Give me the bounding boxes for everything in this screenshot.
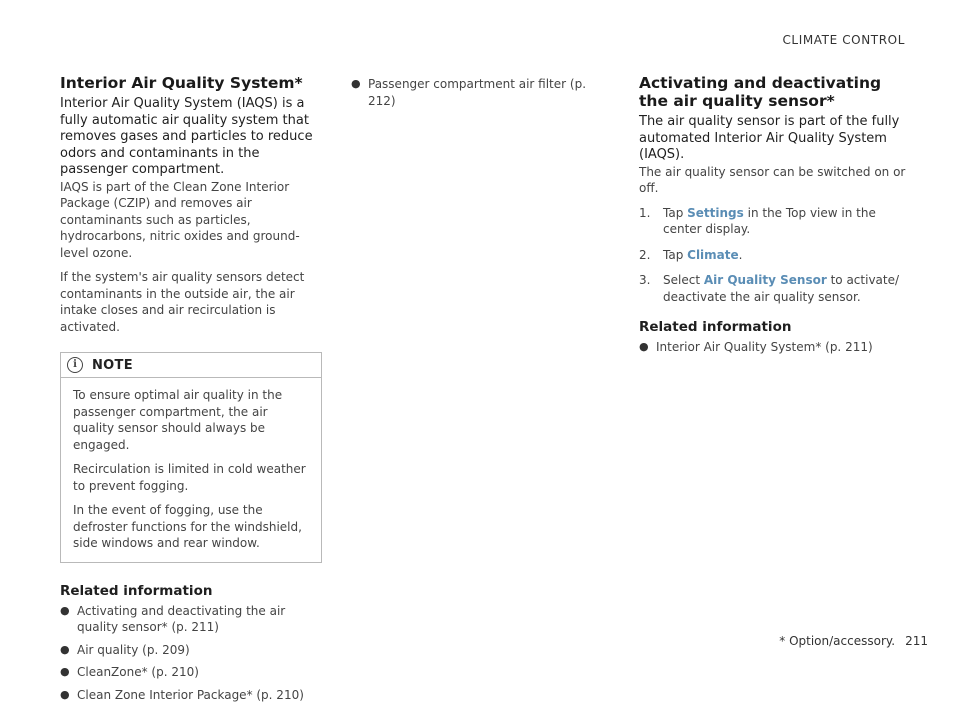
related-link[interactable]: ● Air quality (p. 209) — [60, 642, 190, 657]
body-paragraph: The air quality sensor can be switched on or off. — [639, 164, 906, 195]
section-title: Activating and deactivating the air quality sensor* — [639, 74, 882, 110]
section-header: CLIMATE CONTROL — [782, 33, 905, 47]
related-link[interactable]: ● Activating and deactivating the air quality sensor* (p. 211) — [60, 603, 286, 634]
air-quality-sensor-link[interactable]: Air Quality Sensor — [703, 273, 827, 287]
page-number: 211 — [905, 634, 928, 648]
steps-list — [639, 205, 907, 306]
note-paragraph: In the event of fogging, use the defroster functions for the windshield, side windows and rear window. — [73, 503, 302, 550]
info-icon: i — [67, 357, 83, 373]
bullet-icon: ● — [639, 340, 649, 353]
related-info-title: Related information — [60, 582, 213, 599]
bullet-icon: ● — [60, 603, 70, 617]
note-header — [61, 353, 321, 378]
step-item: 1. Tap Settings in the Top view in the center display. — [639, 205, 876, 236]
related-link[interactable]: ● CleanZone* (p. 210) — [60, 665, 199, 679]
page-footer — [779, 634, 928, 648]
related-info-title: Related information — [639, 319, 792, 335]
related-link[interactable]: ● Clean Zone Interior Package* (p. 210) — [60, 687, 304, 702]
related-list-continued — [351, 76, 613, 109]
related-list — [60, 603, 322, 704]
body-paragraph: If the system's air quality sensors detect contaminants in the outside air, the air intake closes and air recirculation is activated. — [60, 270, 305, 334]
middle-column — [351, 74, 613, 115]
intro-text: The air quality sensor is part of the fully automated Interior Air Quality System (IAQS). — [639, 114, 900, 162]
note-paragraph: To ensure optimal air quality in the passenger compartment, the air quality sensor should always be engaged. — [73, 388, 283, 452]
note-paragraph: Recirculation is limited in cold weather to prevent fogging. — [73, 462, 306, 493]
note-box — [60, 352, 322, 563]
note-body — [61, 378, 321, 562]
note-title: NOTE — [92, 357, 133, 373]
body-paragraph: IAQS is part of the Clean Zone Interior Package (CZIP) and removes air contaminants such as particles, hydrocarbons, nitric oxides and ground-level ozone. — [60, 179, 300, 260]
bullet-icon: ● — [60, 665, 70, 678]
bullet-icon: ● — [60, 687, 70, 701]
settings-link[interactable]: Settings — [687, 205, 744, 220]
climate-link[interactable]: Climate — [687, 247, 739, 262]
related-link[interactable]: ● Passenger compartment air filter (p. 212) — [351, 77, 587, 108]
bullet-icon: ● — [351, 77, 361, 90]
footnote: * Option/accessory. — [779, 634, 896, 648]
related-list — [639, 339, 907, 356]
step-item: 3. Select Air Quality Sensor to activate/ deactivate the air quality sensor. — [639, 273, 900, 304]
intro-text: Interior Air Quality System (IAQS) is a fully automatic air quality system that removes gases and particles to reduce odors and contaminants in the passenger compartment. — [60, 96, 313, 177]
step-item: 2. Tap Climate. — [639, 247, 743, 262]
right-column — [639, 74, 907, 362]
section-title: Interior Air Quality System* — [60, 74, 303, 92]
left-column — [60, 74, 322, 709]
bullet-icon: ● — [60, 642, 70, 656]
related-link[interactable]: ● Interior Air Quality System* (p. 211) — [639, 340, 873, 354]
